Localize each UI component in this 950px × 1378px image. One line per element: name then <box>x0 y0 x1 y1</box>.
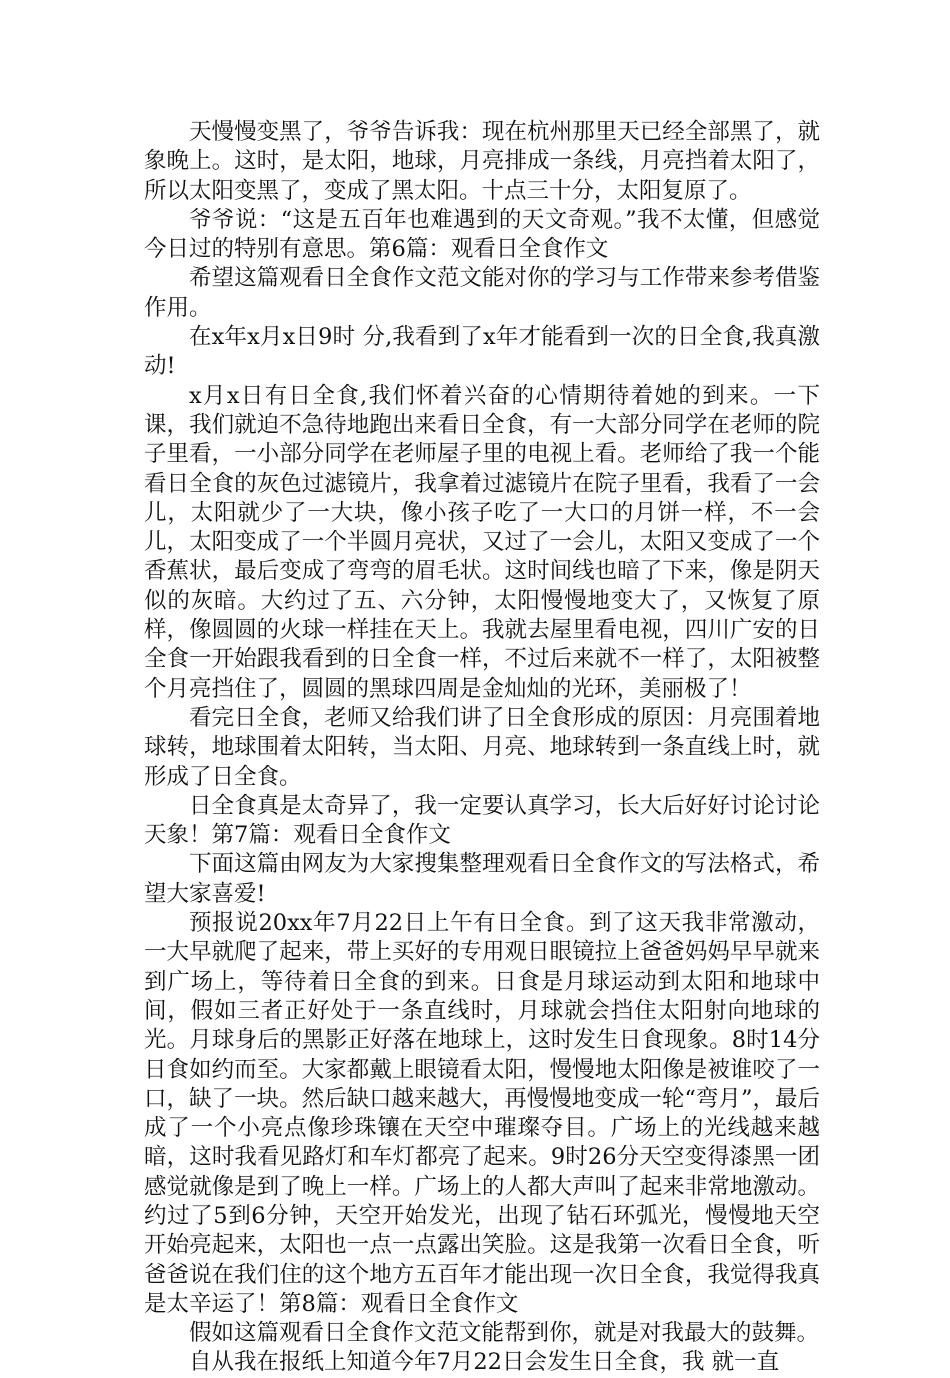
paragraph: 天慢慢变黑了，爷爷告诉我：现在杭州那里天已经全部黑了，就象晚上。这时，是太阳，地球，月亮排成一条线，月亮挡着太阳了，所以太阳变黑了，变成了黑太阳。十点三十分，太阳复原了。 <box>144 119 820 204</box>
document-page <box>144 118 820 1378</box>
paragraph: 假如这篇观看日全食作文范文能帮到你，就是对我最大的鼓舞。 <box>189 1320 820 1347</box>
paragraph: 日全食真是太奇异了，我一定要认真学习，长大后好好讨论讨论天象！第7篇：观看日全食作文 <box>144 792 820 849</box>
paragraph: 自从我在报纸上知道今年7月22日会发生日全食，我 就一直 <box>189 1349 780 1376</box>
paragraph: 下面这篇由网友为大家搜集整理观看日全食作文的写法格式，希望大家喜爱! <box>144 851 820 907</box>
paragraph: 爷爷说：“这是五百年也难遇到的天文奇观。”我不太懂，但感觉今日过的特别有意思。第6篇：观看日全食作文 <box>144 206 820 263</box>
paragraph: 看完日全食，老师又给我们讲了日全食形成的原因：月亮围着地球转，地球围着太阳转，当太阳、月亮、地球转到一条直线上时，就形成了日全食。 <box>144 704 820 790</box>
paragraph: 希望这篇观看日全食作文范文能对你的学习与工作带来参考借鉴作用。 <box>144 265 820 321</box>
paragraph: x月x日有日全食,我们怀着兴奋的心情期待着她的到来。一下课，我们就迫不急待地跑出来看日全食，有一大部分同学在老师的院子里看，一小部分同学在老师屋子里的电视上看。老师给了我一个能看日全食的灰色过滤镜片，我拿着过滤镜片在院子里看，我看了一会儿，太阳就少了一大块，像小孩子吃了一大口的月饼一样，不一会儿，太阳变成了一个半圆月亮状，又过了一会儿，太阳又变成了一个香蕉状，最后变成了弯弯的眉毛状。这时间线也暗了下来，像是阴天似的灰暗。大约过了五、六分钟，太阳慢慢地变大了，又恢复了原样，像圆圆的火球一样挂在天上。我就去屋里看电视，四川广安的日全食一开始跟我看到的日全食一样，不过后来就不一样了，太阳被整个月亮挡住了，圆圆的黑球四周是金灿灿的光环，美丽极了！ <box>144 382 820 702</box>
paragraph: 在x年x月x日9时 分,我看到了x年才能看到一次的日全食,我真激动! <box>144 324 820 380</box>
paragraph: 预报说20xx年7月22日上午有日全食。到了这天我非常激动，一大早就爬了起来，带上买好的专用观日眼镜拉上爸爸妈妈早早就来到广场上，等待着日全食的到来。日食是月球运动到太阳和地球中间，假如三者正好处于一条直线时，月球就会挡住太阳射向地球的光。月球身后的黑影正好落在地球上，这时发生日食现象。8时14分日食如约而至。大家都戴上眼镜看太阳，慢慢地太阳像是被谁咬了一口，缺了一块。然后缺口越来越大，再慢慢地变成一轮“弯月”，最后成了一个小亮点像珍珠镶在天空中璀璨夺目。广场上的光线越来越暗，这时我看见路灯和车灯都亮了起来。9时26分天空变得漆黑一团感觉就像是到了晚上一样。广场上的人都大声叫了起来非常地激动。约过了5到6分钟，天空开始发光，出现了钻石环弧光，慢慢地天空开始亮起来，太阳也一点一点露出笑脸。这是我第一次看日全食，听爸爸说在我们住的这个地方五百年才能出现一次日全食，我觉得我真是太辛运了！第8篇：观看日全食作文 <box>144 910 820 1317</box>
